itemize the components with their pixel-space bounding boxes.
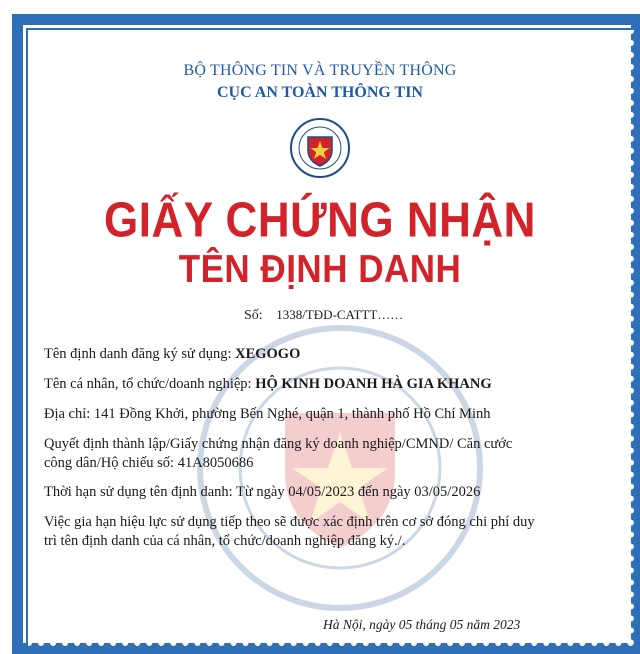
identity-name-row [44,344,300,364]
owner-value: HỘ KINH DOANH HÀ GIA KHANG [255,376,492,392]
department-name: CỤC AN TOÀN THÔNG TIN [217,84,423,101]
decision-row-2: công dân/Hộ chiếu số: 41A8050686 [44,455,254,471]
decision-row-1: Quyết định thành lập/Giấy chứng nhận đăng ký doanh nghiệp/CMND/ Căn cước [44,436,513,452]
certificate-title: GIẤY CHỨNG NHẬN [104,193,536,248]
identity-name-label: Tên định danh đăng ký sử dụng: [44,346,232,362]
ministry-name: BỘ THÔNG TIN VÀ TRUYỀN THÔNG [183,62,457,79]
renewal-row-2: trì tên định danh của cá nhân, tổ chức/doanh nghiệp đăng ký./. [44,533,406,549]
certificate-subtitle: TÊN ĐỊNH DANH [178,248,462,291]
validity-row: Thời hạn sử dụng tên định danh: Từ ngày 04/05/2023 đến ngày 03/05/2026 [44,484,481,500]
identity-name-value: XEGOGO [235,346,301,362]
owner-row [44,374,492,394]
number-value: 1338/TĐD-CATTT…… [276,307,404,322]
owner-label: Tên cá nhân, tổ chức/doanh nghiệp: [44,376,252,392]
renewal-row-1: Việc gia hạn hiệu lực sử dụng tiếp theo sẽ được xác định trên cơ sở đóng chi phí duy [44,514,535,530]
number-label: Số: [244,308,263,323]
address-row: Địa chỉ: 141 Đồng Khởi, phường Bến Nghé, quận 1, thành phố Hồ Chí Minh [44,406,491,422]
issue-date: Hà Nội, ngày 05 tháng 05 năm 2023 [323,617,521,632]
star-shield-seal-icon [289,117,351,179]
